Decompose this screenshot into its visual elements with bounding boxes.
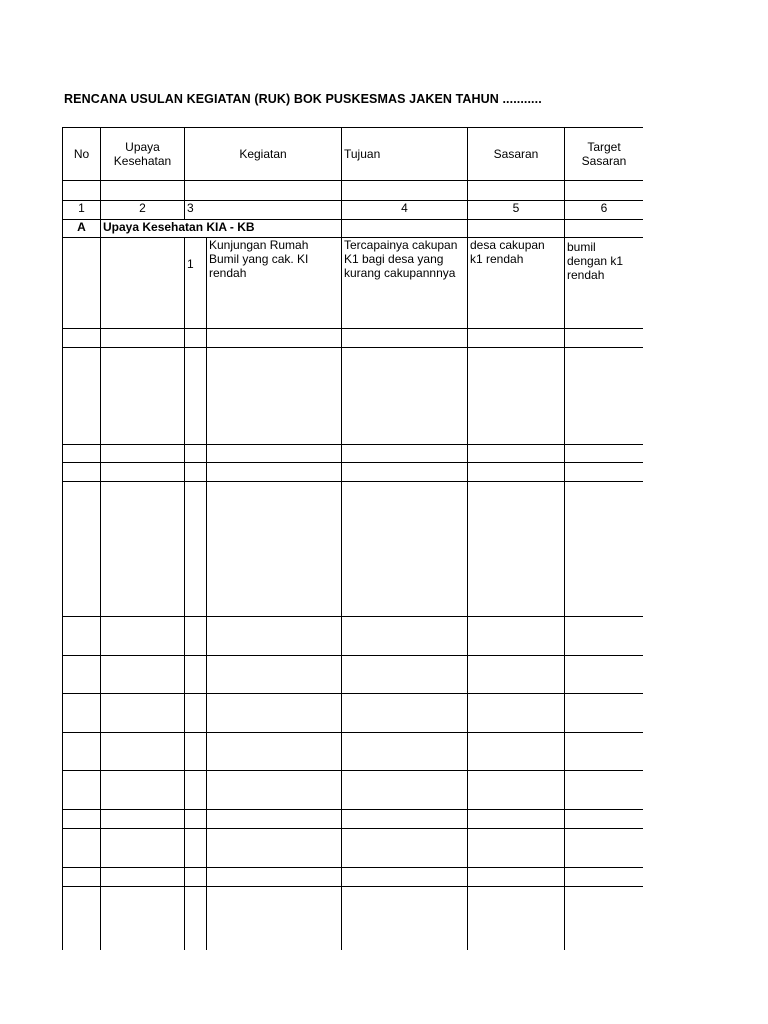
activity-sasaran: desa cakupan k1 rendah bbox=[468, 238, 565, 329]
header-upaya-kesehatan: Upaya Kesehatan bbox=[101, 128, 185, 181]
table-row bbox=[63, 238, 644, 329]
header-kegiatan: Kegiatan bbox=[185, 128, 342, 181]
column-number-row bbox=[63, 201, 644, 220]
activity-kegiatan: Kunjungan Rumah Bumil yang cak. KI rendah bbox=[207, 238, 342, 329]
table-row bbox=[63, 887, 644, 951]
table-row bbox=[63, 463, 644, 482]
activity-tujuan: Tercapainya cakupan K1 bagi desa yang kurang cakupannnya bbox=[342, 238, 468, 329]
table-row bbox=[63, 181, 644, 201]
header-tujuan: Tujuan bbox=[342, 128, 468, 181]
table-row bbox=[63, 810, 644, 829]
table-row bbox=[63, 617, 644, 656]
section-code: A bbox=[63, 220, 101, 238]
activity-index: 1 bbox=[187, 257, 194, 271]
ruk-table bbox=[62, 127, 643, 950]
ruk-table-container bbox=[62, 127, 643, 950]
column-number: 6 bbox=[565, 201, 644, 220]
table-row bbox=[63, 694, 644, 733]
header-no: No bbox=[63, 128, 101, 181]
table-row bbox=[63, 348, 644, 445]
column-number: 4 bbox=[342, 201, 468, 220]
document-title: RENCANA USULAN KEGIATAN (RUK) BOK PUSKESMAS JAKEN TAHUN ........... bbox=[64, 92, 542, 106]
table-row bbox=[63, 656, 644, 694]
table-row bbox=[63, 868, 644, 887]
section-row bbox=[63, 220, 644, 238]
table-row bbox=[63, 329, 644, 348]
column-number: 5 bbox=[468, 201, 565, 220]
header-row bbox=[63, 128, 644, 181]
column-number: 1 bbox=[63, 201, 101, 220]
activity-target: bumil dengan k1 rendah bbox=[565, 238, 644, 329]
column-number: 3 bbox=[185, 201, 342, 220]
column-number: 2 bbox=[101, 201, 185, 220]
table-row bbox=[63, 445, 644, 463]
section-name: Upaya Kesehatan KIA - KB bbox=[101, 220, 342, 238]
table-row bbox=[63, 733, 644, 771]
header-target-sasaran: Target Sasaran bbox=[565, 128, 644, 181]
table-row bbox=[63, 482, 644, 617]
table-row bbox=[63, 771, 644, 810]
header-sasaran: Sasaran bbox=[468, 128, 565, 181]
table-row bbox=[63, 829, 644, 868]
